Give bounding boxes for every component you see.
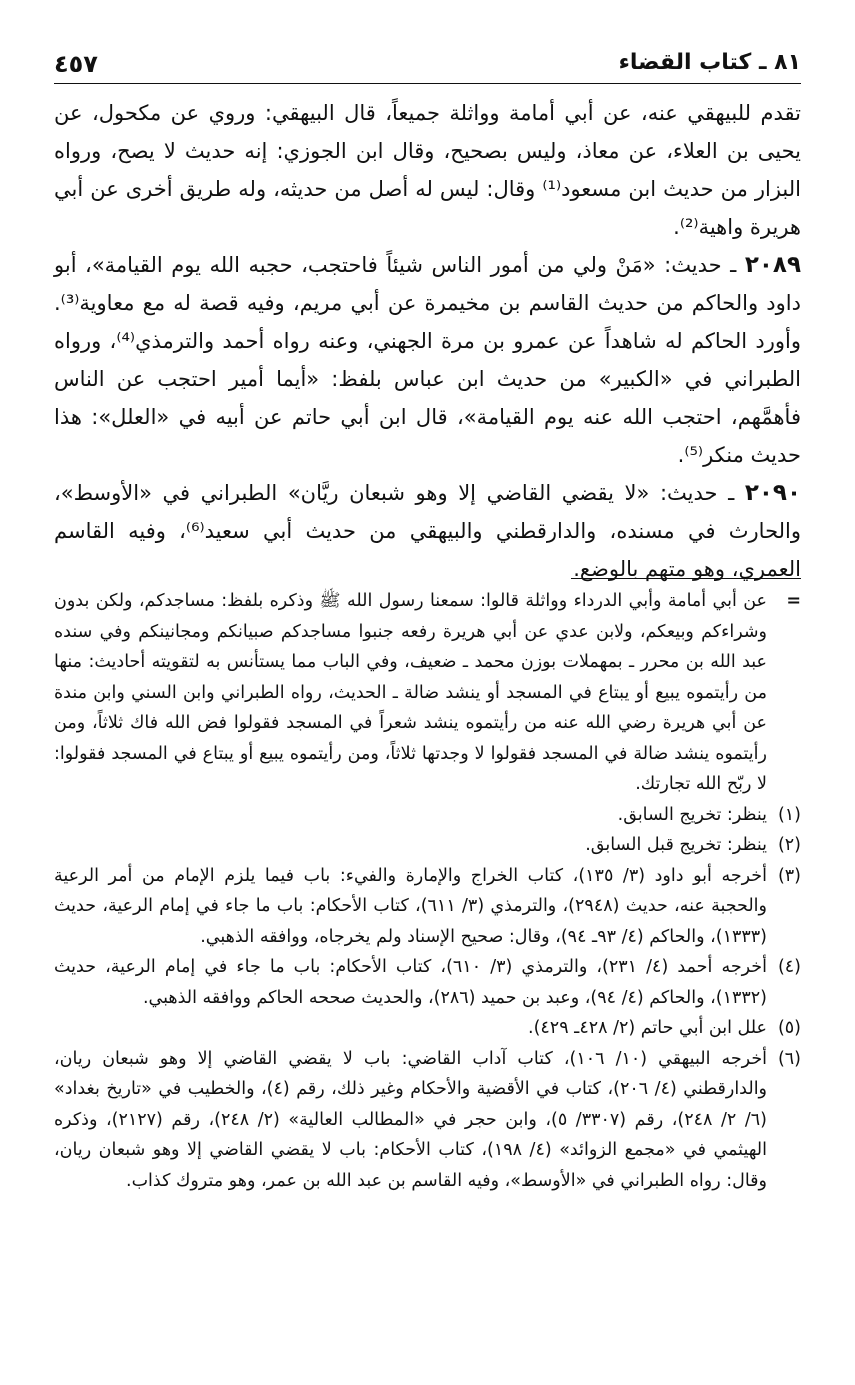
footnote-marker: (٢)	[777, 835, 801, 855]
footnote-marker: (٦)	[777, 1048, 801, 1069]
hadith-text: ـ حديث: «لا يقضي القاضي إلا وهو شبعان ريَّان» الطبراني في «الأوسط»، والحارث في مسنده، والدارقطني والبيهقي من حديث أبي سعيد⁽⁶⁾، وفيه القاسم العمري، وهو متهم بالوضع.	[54, 481, 801, 581]
footnote-1	[54, 800, 801, 831]
hadith-text: ـ حديث: «مَنْ ولي من أمور الناس شيئاً فاحتجب، حجبه الله يوم القيامة»، أبو داود والحاكم من حديث القاسم بن مخيمرة عن أبي مريم، وفيه قصة له مع معاوية⁽³⁾. وأورد الحاكم له شاهداً عن عمرو بن مرة الجهني، وعنه رواه أحمد والترمذي⁽⁴⁾، ورواه الطبراني في «الكبير» من حديث ابن عباس بلفظ: «أيما أمير احتجب عن الناس فأهمَّهم، احتجب الله عنه يوم القيامة»، قال ابن أبي حاتم عن أبيه في «العلل»: هذا حديث منكر⁽⁵⁾.	[54, 253, 802, 467]
footnote-2	[54, 830, 801, 861]
hadith-2090	[54, 474, 801, 588]
footnote-3	[54, 861, 801, 953]
running-title: ٨١ ـ كتاب القضاء	[618, 50, 801, 75]
footnote-text: أخرجه أحمد (٤/ ٢٣١)، والترمذي (٣/ ٦١٠)، كتاب الأحكام: باب ما جاء في إمام الرعية، حديث (١٣٣٢)، والحاكم (٤/ ٩٤)، وعبد بن حميد (٢٨٦)، والحديث صححه الحاكم ووافقه الذهبي.	[54, 957, 767, 1008]
footnote-marker: (٥)	[777, 1018, 801, 1038]
continuation-mark: =	[786, 591, 801, 611]
footnote-continued	[54, 586, 801, 800]
footnotes	[54, 586, 801, 1196]
hadith-number: ٢٠٩٠	[744, 480, 801, 506]
footnote-text: أخرجه البيهقي (١٠/ ١٠٦)، كتاب آداب القاضي: باب لا يقضي القاضي إلا وهو شبعان ريان، والدارقطني (٤/ ٢٠٦)، كتاب في الأقضية والأحكام وغير ذلك، رقم (٤)، والخطيب في «تاريخ بغداد» (٦/ ٢/ ٢٤٨)، رقم (٣٣٠٧/ ٥)، وابن حجر في «المطالب العالية» (٢/ ٢٤٨)، رقم (٢١٢٧)، وذكره الهيثمي في «مجمع الزوائد» (٤/ ١٩٨)، كتاب الأحكام: باب لا يقضي القاضي إلا وهو شبعان ريان، وقال: رواه الطبراني في «الأوسط»، وفيه القاسم بن عبد الله بن عمر، وهو متروك كذاب.	[54, 1048, 768, 1191]
header-rule	[54, 83, 801, 84]
footnote-marker: (٣)	[777, 865, 801, 886]
footnote-text: ينظر: تخريج قبل السابق.	[585, 835, 767, 855]
paragraph-continuation: تقدم للبيهقي عنه، عن أبي أمامة وواثلة جميعاً، قال البيهقي: وروي عن مكحول، عن يحيى بن العلاء، عن معاذ، وليس بصحيح، وقال ابن الجوزي: إنه حديث لا يصح، ورواه البزار من حديث ابن مسعود⁽¹⁾ وقال: ليس له أصل من حديثه، وله طريق أخرى عن أبي هريرة واهية⁽²⁾.	[54, 101, 801, 239]
hadith-number: ٢٠٨٩	[744, 252, 801, 278]
hadith-2089	[54, 246, 801, 474]
page-header	[54, 44, 801, 84]
main-text	[54, 94, 801, 588]
footnote-4	[54, 952, 801, 1013]
footnote-text: ينظر: تخريج السابق.	[617, 804, 767, 825]
page-number: ٤٥٧	[54, 50, 98, 78]
footnote-text: عن أبي أمامة وأبي الدرداء وواثلة قالوا: سمعنا رسول الله ﷺ وذكره بلفظ: مساجدكم، ولكن بدون وشراءكم وبيعكم، ولابن عدي عن أبي هريرة رفعه جنبوا مساجدكم صبيانكم ومجانينكم وفي سنده عبد الله بن محرر ـ بمهملات بوزن محمد ـ ضعيف، وفي الباب مما يستأنس به لتقويته أحاديث: منها من رأيتموه يبيع أو يبتاع في المسجد أو ينشد ضالة ـ الحديث، رواه الطبراني وابن السني وابن مندة عن أبي هريرة رضي الله عنه من رأيتموه ينشد شعراً في المسجد فقولوا فض الله فاك ثلاثاً، ومن رأيتموه ينشد ضالة في المسجد فقولوا لا وجدتها ثلاثاً، ومن رأيتموه يبيع أو يبتاع في المسجد فقولوا: لا ربّح الله تجارتك.	[54, 591, 767, 794]
footnote-marker: (١)	[777, 804, 801, 825]
footnote-marker: (٤)	[777, 957, 801, 977]
footnote-separator	[571, 578, 801, 579]
footnote-5	[54, 1013, 801, 1044]
footnote-text: أخرجه أبو داود (٣/ ١٣٥)، كتاب الخراج والإمارة والفيء: باب فيما يلزم الإمام من أمر الرعية والحجبة عنه، حديث (٢٩٤٨)، والترمذي (٣/ ٦١١)، كتاب الأحكام: باب ما جاء في إمام الرعية، حديث (١٣٣٣)، والحاكم (٤/ ٩٣ـ ٩٤)، وقال: صحيح الإسناد ولم يخرجاه، ووافقه الذهبي.	[54, 865, 767, 947]
footnote-text: علل ابن أبي حاتم (٢/ ٤٢٨ـ ٤٢٩).	[528, 1018, 767, 1038]
footnote-6	[54, 1044, 801, 1197]
